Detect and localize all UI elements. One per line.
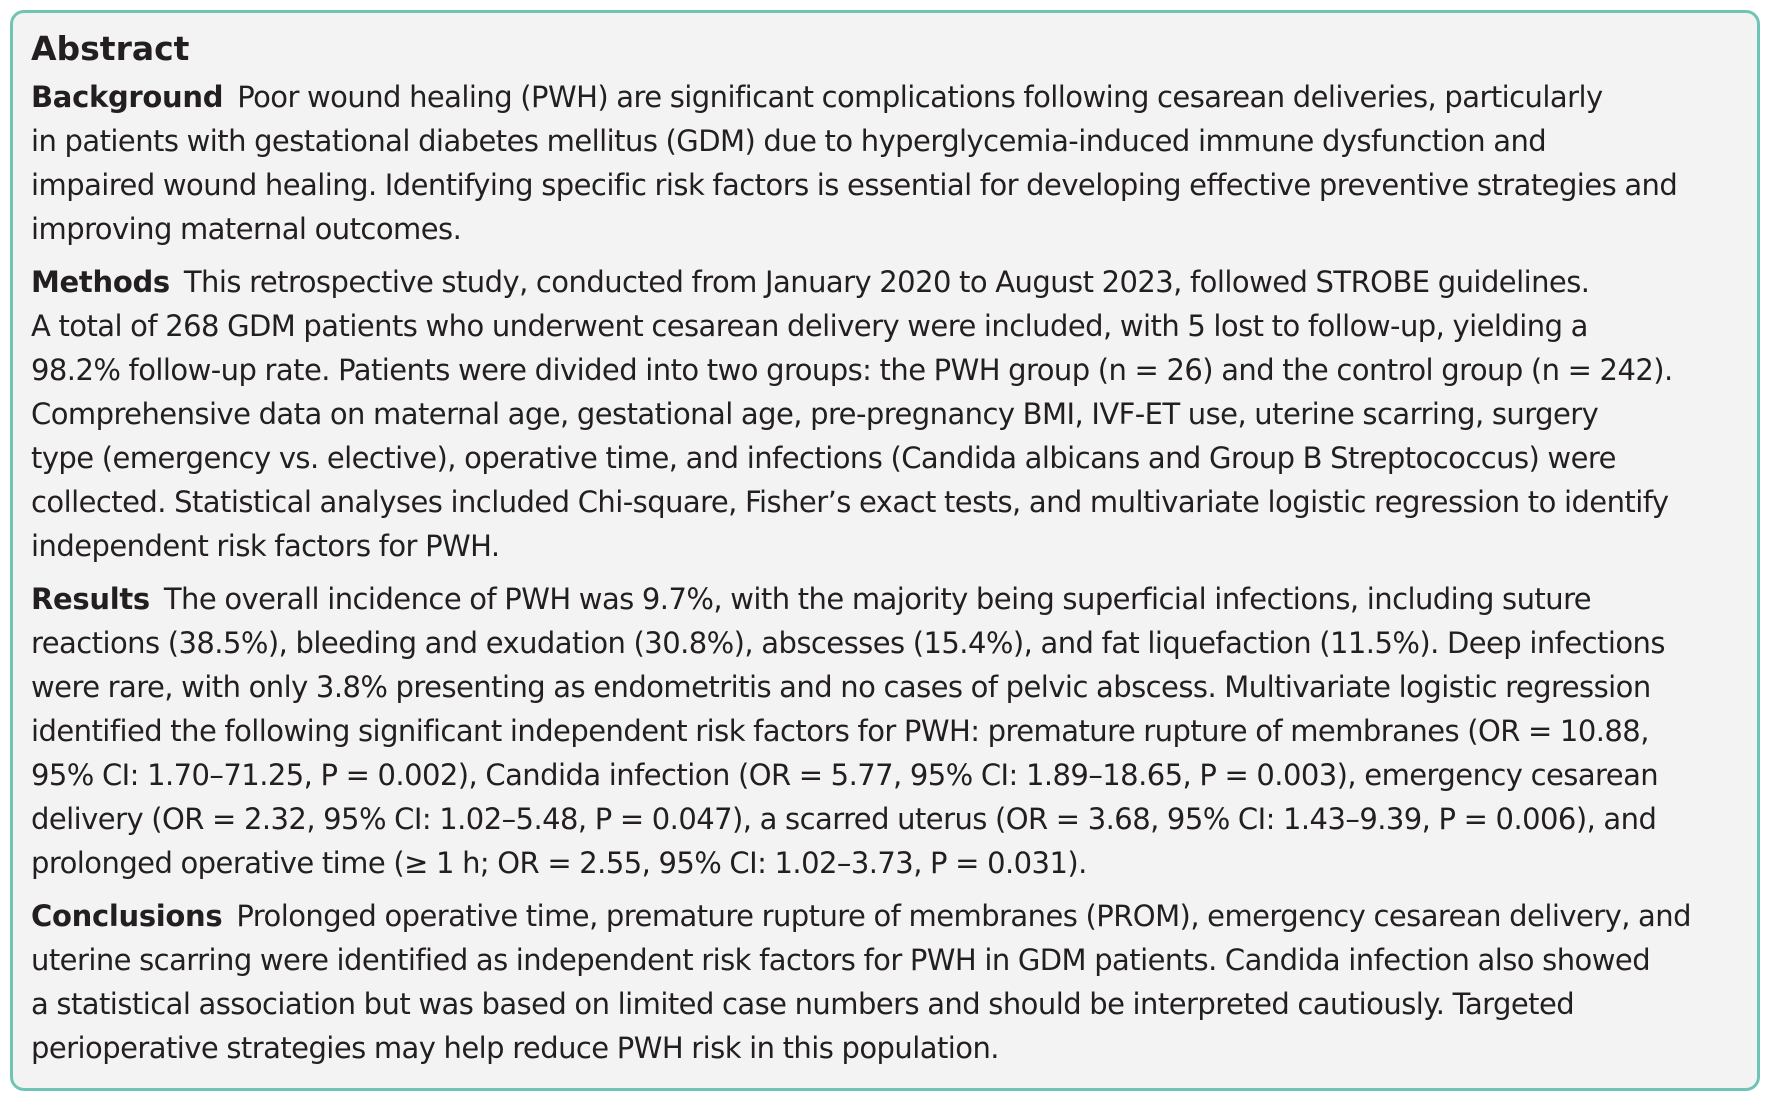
section-line: improving maternal outcomes. (31, 212, 462, 246)
abstract-title: Abstract (31, 29, 190, 68)
section-line: Background Poor wound healing (PWH) are significant complications following cesarean deliveries, particularly (31, 80, 1603, 114)
section-line: type (emergency vs. elective), operative time, and infections (Candida albicans and Group B Streptococcus) were (31, 441, 1616, 475)
section-line: 95% CI: 1.70–71.25, P = 0.002), Candida infection (OR = 5.77, 95% CI: 1.89–18.65, P = 0.003), emergency cesarean (31, 758, 1659, 792)
section-conclusions (31, 894, 1741, 1070)
section-line: in patients with gestational diabetes mellitus (GDM) due to hyperglycemia-induced immune dysfunction and (31, 124, 1547, 158)
section-line: a statistical association but was based on limited case numbers and should be interpreted cautiously. Targeted (31, 987, 1575, 1021)
section-heading: Methods (31, 265, 170, 299)
section-results (31, 577, 1741, 885)
abstract-box (10, 10, 1760, 1091)
section-line: identified the following significant independent risk factors for PWH: premature rupture of membranes (OR = 10.88, (31, 714, 1649, 748)
section-line: reactions (38.5%), bleeding and exudation (30.8%), abscesses (15.4%), and fat liquefaction (11.5%). Deep infections (31, 626, 1665, 660)
section-heading: Results (31, 582, 150, 616)
section-line: uterine scarring were identified as independent risk factors for PWH in GDM patients. Candida infection also showed (31, 943, 1651, 977)
section-line: delivery (OR = 2.32, 95% CI: 1.02–5.48, P = 0.047), a scarred uterus (OR = 3.68, 95% CI: 1.43–9.39, P = 0.006), and (31, 802, 1657, 836)
section-line: prolonged operative time (≥ 1 h; OR = 2.55, 95% CI: 1.02–3.73, P = 0.031). (31, 846, 1087, 880)
section-line: collected. Statistical analyses included Chi-square, Fisher’s exact tests, and multivariate logistic regression to identify (31, 485, 1669, 519)
section-methods (31, 260, 1741, 568)
section-line: Methods This retrospective study, conducted from January 2020 to August 2023, followed STROBE guidelines. (31, 265, 1590, 299)
section-line: perioperative strategies may help reduce PWH risk in this population. (31, 1031, 999, 1065)
section-line: were rare, with only 3.8% presenting as endometritis and no cases of pelvic abscess. Multivariate logistic regression (31, 670, 1651, 704)
section-line: Conclusions Prolonged operative time, premature rupture of membranes (PROM), emergency cesarean delivery, and (31, 899, 1691, 933)
section-line: Results The overall incidence of PWH was 9.7%, with the majority being superficial infections, including suture (31, 582, 1592, 616)
section-line: A total of 268 GDM patients who underwent cesarean delivery were included, with 5 lost to follow-up, yielding a (31, 309, 1588, 343)
section-line: impaired wound healing. Identifying specific risk factors is essential for developing effective preventive strategies and (31, 168, 1678, 202)
section-heading: Background (31, 80, 224, 114)
section-heading: Conclusions (31, 899, 223, 933)
section-line: independent risk factors for PWH. (31, 529, 500, 563)
section-line: Comprehensive data on maternal age, gestational age, pre-pregnancy BMI, IVF-ET use, uterine scarring, surgery (31, 397, 1599, 431)
section-background (31, 75, 1741, 251)
section-line: 98.2% follow-up rate. Patients were divided into two groups: the PWH group (n = 26) and the control group (n = 242). (31, 353, 1673, 387)
